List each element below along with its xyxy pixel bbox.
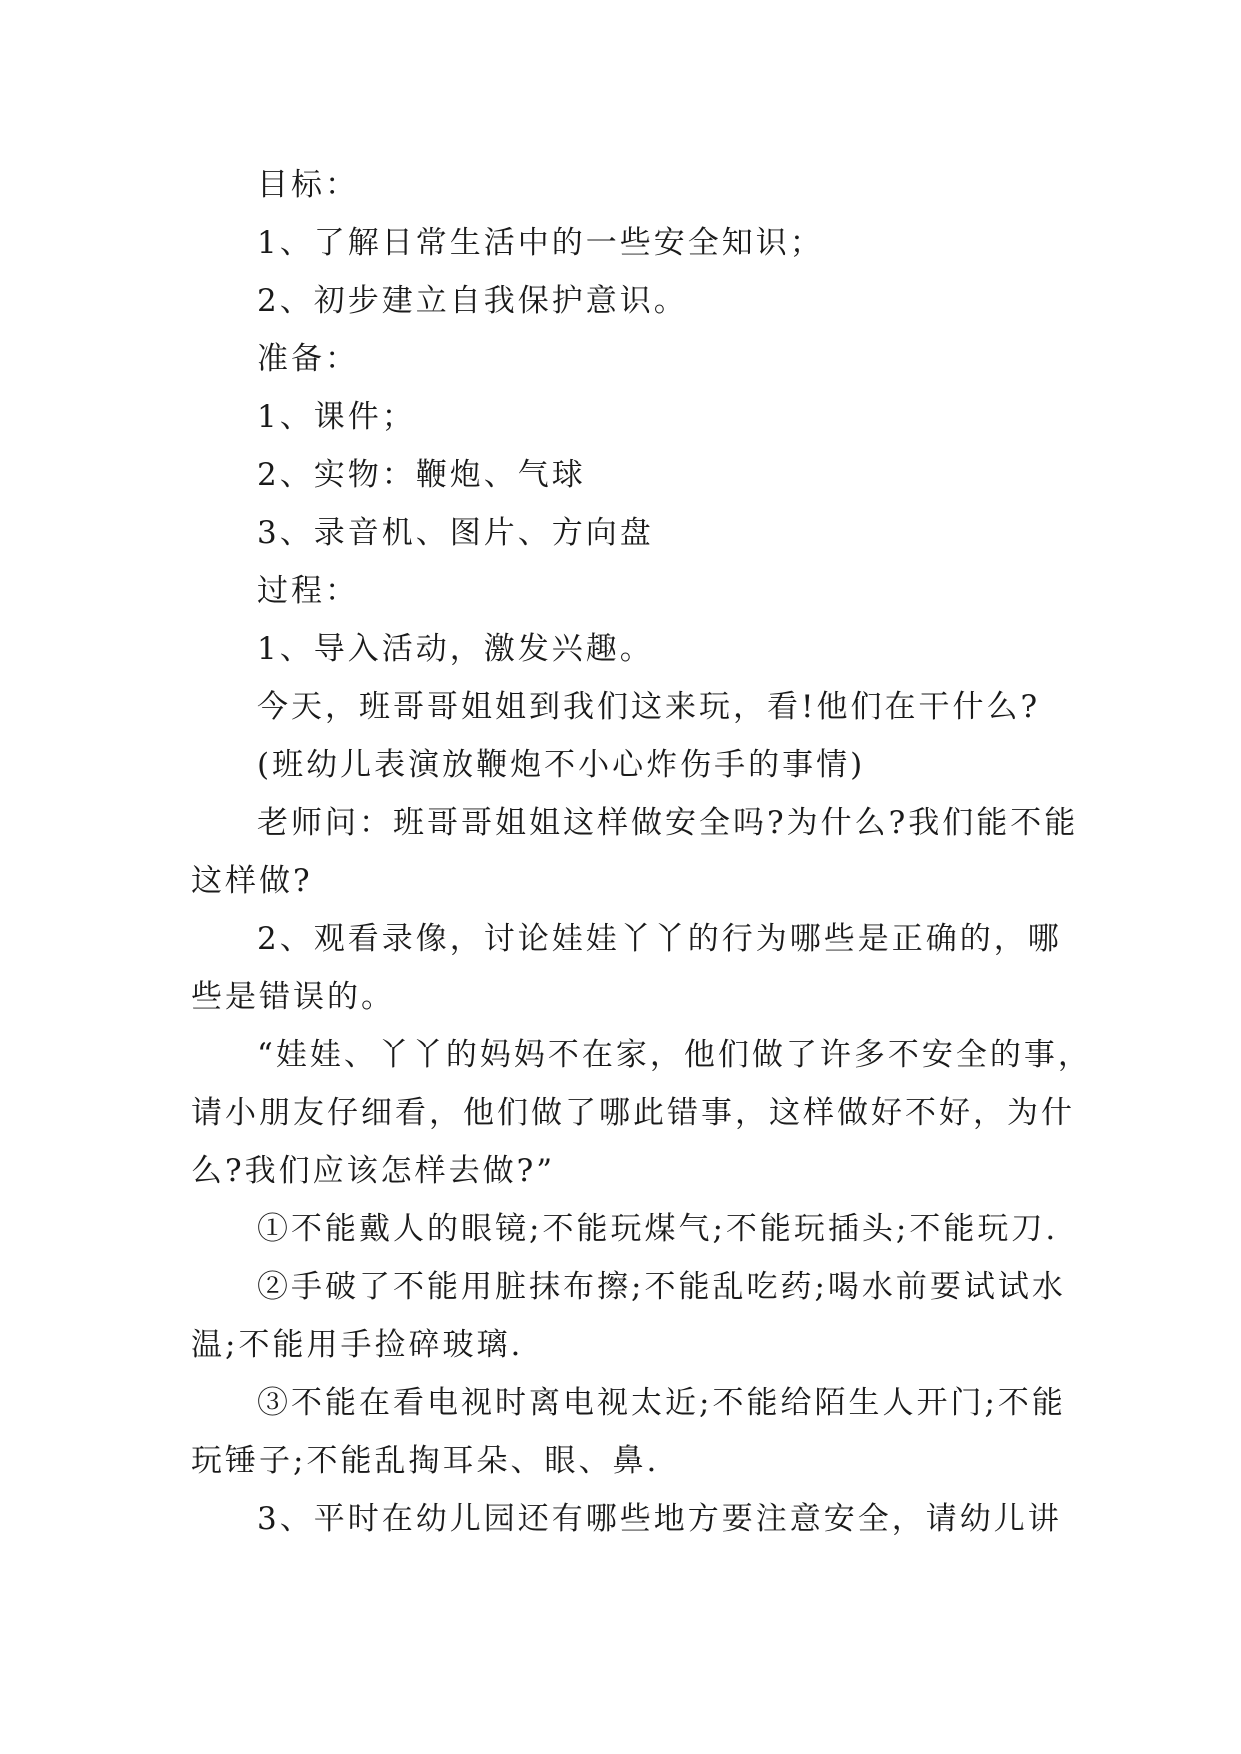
text-line: 这样做? — [191, 863, 313, 899]
text-line: 么?我们应该怎样去做?” — [191, 1153, 556, 1189]
text-line: ③不能在看电视时离电视太近;不能给陌生人开门;不能 — [257, 1385, 1066, 1421]
text-line: 3、平时在幼儿园还有哪些地方要注意安全，请幼儿讲 — [257, 1501, 1062, 1537]
text-line: 今天，班哥哥姐姐到我们这来玩，看!他们在干什么? — [257, 689, 1041, 725]
text-line: 1、导入活动，激发兴趣。 — [257, 631, 654, 667]
text-line: 1、了解日常生活中的一些安全知识； — [257, 225, 824, 261]
text-line: ②手破了不能用脏抹布擦;不能乱吃药;喝水前要试试水 — [257, 1269, 1066, 1305]
text-line: 2、初步建立自我保护意识。 — [257, 283, 688, 319]
text-line: 老师问：班哥哥姐姐这样做安全吗?为什么?我们能不能 — [257, 805, 1079, 841]
text-line: (班幼儿表演放鞭炮不小心炸伤手的事情) — [257, 747, 866, 783]
section-heading-preparation: 准备： — [257, 341, 359, 377]
section-heading-goals: 目标： — [257, 167, 359, 203]
document-body — [191, 156, 1092, 1548]
text-line: 温;不能用手捡碎玻璃. — [191, 1327, 524, 1363]
section-heading-process: 过程： — [257, 573, 359, 609]
text-line: 3、录音机、图片、方向盘 — [257, 515, 654, 551]
text-line: 2、实物：鞭炮、气球 — [257, 457, 586, 493]
text-line: 些是错误的。 — [191, 979, 395, 1015]
text-line: 请小朋友仔细看，他们做了哪此错事，这样做好不好，为什 — [191, 1095, 1075, 1131]
text-line: ①不能戴人的眼镜;不能玩煤气;不能玩插头;不能玩刀. — [257, 1211, 1059, 1247]
text-line: 玩锤子;不能乱掏耳朵、眼、鼻. — [191, 1443, 660, 1479]
text-line: 1、课件； — [257, 399, 416, 435]
text-line: 2、观看录像，讨论娃娃丫丫的行为哪些是正确的，哪 — [257, 921, 1062, 957]
text-line: “娃娃、丫丫的妈妈不在家，他们做了许多不安全的事， — [257, 1037, 1092, 1073]
